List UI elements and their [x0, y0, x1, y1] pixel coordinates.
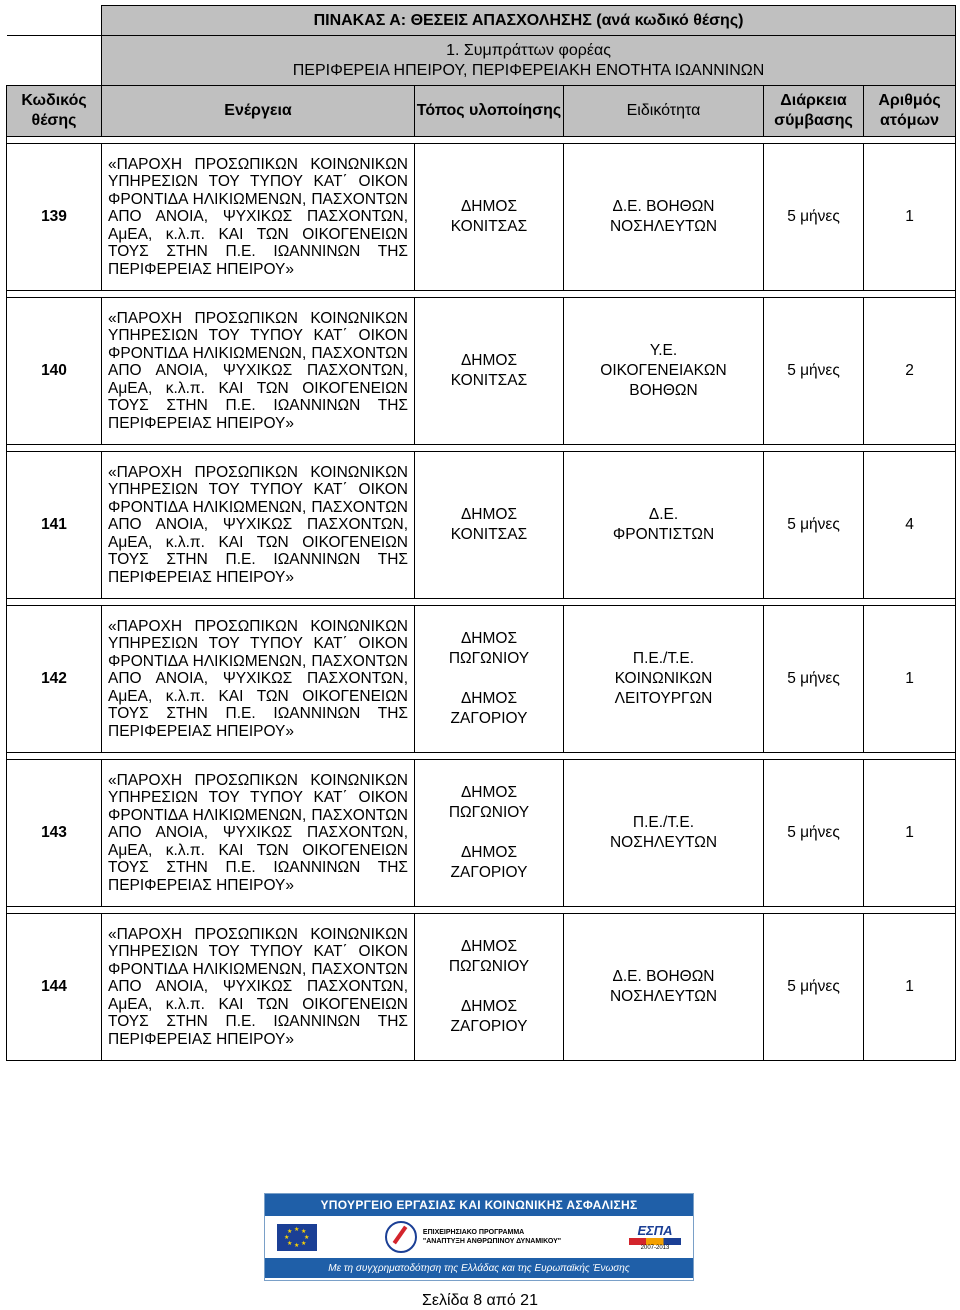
spacer-cell — [7, 137, 956, 144]
header-specialty: Ειδικότητα — [564, 86, 764, 137]
cofinance-banner — [264, 1193, 694, 1281]
header-persons: Αριθμός ατόμων — [864, 86, 956, 137]
subtitle-line-2: ΠΕΡΙΦΕΡΕΙΑ ΗΠΕΙΡΟΥ, ΠΕΡΙΦΕΡΕΙΑΚΗ ΕΝΟΤΗΤΑ ΙΩΑΝΝΙΝΩΝ — [292, 61, 765, 79]
positions-table — [6, 5, 956, 1061]
persons-cell: 1 — [864, 914, 956, 1061]
action-text: «ΠΑΡΟΧΗ ΠΡΟΣΩΠΙΚΩΝ ΚΟΙΝΩΝΙΚΩΝ ΥΠΗΡΕΣΙΩΝ ΤΟΥ ΤΥΠΟΥ ΚΑΤ΄ ΟΙΚΟΝ ΦΡΟΝΤΙΔΑ ΗΛΙΚΙΩΜΕΝΩΝ, ΠΑΣΧΟΝΤΩΝ ΑΠΟ ΑΝΟΙΑ, ΨΥΧΙΚΩΣ ΠΑΣΧΟΝΤΩΝ, ΑμΕΑ, κ.λ.π. ΚΑΙ ΤΩΝ ΟΙΚΟΓΕΝΕΙΩΝ ΤΟΥΣ ΣΤΗΝ Π.Ε. ΙΩΑΝΝΙΝΩΝ ΤΗΣ ΠΕΡΙΦΕΡΕΙΑΣ ΗΠΕΙΡΟΥ» — [102, 606, 415, 753]
specialty-text: Π.Ε./Τ.Ε. ΚΟΙΝΩΝΙΚΩΝ ΛΕΙΤΟΥΡΓΩΝ — [614, 650, 713, 707]
location-gap — [444, 669, 534, 689]
action-text: «ΠΑΡΟΧΗ ΠΡΟΣΩΠΙΚΩΝ ΚΟΙΝΩΝΙΚΩΝ ΥΠΗΡΕΣΙΩΝ ΤΟΥ ΤΥΠΟΥ ΚΑΤ΄ ΟΙΚΟΝ ΦΡΟΝΤΙΔΑ ΗΛΙΚΙΩΜΕΝΩΝ, ΠΑΣΧΟΝΤΩΝ ΑΠΟ ΑΝΟΙΑ, ΨΥΧΙΚΩΣ ΠΑΣΧΟΝΤΩΝ, ΑμΕΑ, κ.λ.π. ΚΑΙ ΤΩΝ ΟΙΚΟΓΕΝΕΙΩΝ ΤΟΥΣ ΣΤΗΝ Π.Ε. ΙΩΑΝΝΙΝΩΝ ΤΗΣ ΠΕΡΙΦΕΡΕΙΑΣ ΗΠΕΙΡΟΥ» — [102, 144, 415, 291]
row-spacer — [7, 753, 956, 760]
compass-logo-icon — [385, 1221, 417, 1253]
persons-cell: 4 — [864, 452, 956, 599]
program-logo — [385, 1221, 561, 1253]
persons-cell: 1 — [864, 606, 956, 753]
row-spacer — [7, 137, 956, 144]
location-item: ΔΗΜΟΣ ΖΑΓΟΡΙΟΥ — [450, 998, 528, 1035]
specialty-cell — [564, 606, 764, 753]
duration-cell: 5 μήνες — [764, 144, 864, 291]
action-text: «ΠΑΡΟΧΗ ΠΡΟΣΩΠΙΚΩΝ ΚΟΙΝΩΝΙΚΩΝ ΥΠΗΡΕΣΙΩΝ ΤΟΥ ΤΥΠΟΥ ΚΑΤ΄ ΟΙΚΟΝ ΦΡΟΝΤΙΔΑ ΗΛΙΚΙΩΜΕΝΩΝ, ΠΑΣΧΟΝΤΩΝ ΑΠΟ ΑΝΟΙΑ, ΨΥΧΙΚΩΣ ΠΑΣΧΟΝΤΩΝ, ΑμΕΑ, κ.λ.π. ΚΑΙ ΤΩΝ ΟΙΚΟΓΕΝΕΙΩΝ ΤΟΥΣ ΣΤΗΝ Π.Ε. ΙΩΑΝΝΙΝΩΝ ΤΗΣ ΠΕΡΙΦΕΡΕΙΑΣ ΗΠΕΙΡΟΥ» — [102, 914, 415, 1061]
spacer-cell — [7, 599, 956, 606]
location-item: ΔΗΜΟΣ ΖΑΓΟΡΙΟΥ — [450, 690, 528, 727]
location-item: ΔΗΜΟΣ ΠΩΓΩΝΙΟΥ — [448, 784, 530, 821]
specialty-text: Υ.Ε. ΟΙΚΟΓΕΝΕΙΑΚΩΝ ΒΟΗΘΩΝ — [600, 342, 727, 399]
position-code: 143 — [7, 760, 102, 907]
location-item: ΔΗΜΟΣ ΚΟΝΙΤΣΑΣ — [450, 506, 528, 543]
spacer-cell — [7, 445, 956, 452]
ministry-banner: ΥΠΟΥΡΓΕΙΟ ΕΡΓΑΣΙΑΣ ΚΑΙ ΚΟΙΝΩΝΙΚΗΣ ΑΣΦΑΛΙΣΗΣ — [265, 1194, 693, 1216]
table-row — [7, 144, 956, 291]
header-code: Κωδικός θέσης — [7, 86, 102, 137]
location-cell — [415, 760, 564, 907]
location-gap — [444, 823, 534, 843]
action-text: «ΠΑΡΟΧΗ ΠΡΟΣΩΠΙΚΩΝ ΚΟΙΝΩΝΙΚΩΝ ΥΠΗΡΕΣΙΩΝ ΤΟΥ ΤΥΠΟΥ ΚΑΤ΄ ΟΙΚΟΝ ΦΡΟΝΤΙΔΑ ΗΛΙΚΙΩΜΕΝΩΝ, ΠΑΣΧΟΝΤΩΝ ΑΠΟ ΑΝΟΙΑ, ΨΥΧΙΚΩΣ ΠΑΣΧΟΝΤΩΝ, ΑμΕΑ, κ.λ.π. ΚΑΙ ΤΩΝ ΟΙΚΟΓΕΝΕΙΩΝ ΤΟΥΣ ΣΤΗΝ Π.Ε. ΙΩΑΝΝΙΝΩΝ ΤΗΣ ΠΕΡΙΦΕΡΕΙΑΣ ΗΠΕΙΡΟΥ» — [102, 298, 415, 445]
program-line-1: ΕΠΙΧΕΙΡΗΣΙΑΚΟ ΠΡΟΓΡΑΜΜΑ — [422, 1229, 525, 1236]
specialty-text: Π.Ε./Τ.Ε. ΝΟΣΗΛΕΥΤΩΝ — [609, 814, 718, 851]
duration-cell: 5 μήνες — [764, 298, 864, 445]
table-title: ΠΙΝΑΚΑΣ Α: ΘΕΣΕΙΣ ΑΠΑΣΧΟΛΗΣΗΣ (ανά κωδικό θέσης) — [102, 6, 956, 36]
eu-flag-icon: ★ ★ ★ ★ ★ ★ ★ ★ — [277, 1224, 317, 1251]
position-code: 140 — [7, 298, 102, 445]
duration-cell: 5 μήνες — [764, 914, 864, 1061]
cofinance-text: Με τη συγχρηματοδότηση της Ελλάδας και της Ευρωπαϊκής Ένωσης — [265, 1258, 693, 1278]
persons-cell: 1 — [864, 760, 956, 907]
table-row — [7, 298, 956, 445]
page-number: Σελίδα 8 από 21 — [422, 1292, 538, 1309]
espa-years: 2007-2013 — [640, 1245, 670, 1251]
location-gap — [444, 977, 534, 997]
header-location: Τόπος υλοποίησης — [415, 86, 564, 137]
persons-cell: 2 — [864, 298, 956, 445]
row-spacer — [7, 907, 956, 914]
spacer-cell — [7, 753, 956, 760]
duration-cell: 5 μήνες — [764, 452, 864, 599]
specialty-text: Δ.Ε. ΒΟΗΘΩΝ ΝΟΣΗΛΕΥΤΩΝ — [609, 198, 718, 235]
row-spacer — [7, 445, 956, 452]
location-item: ΔΗΜΟΣ ΚΟΝΙΤΣΑΣ — [450, 352, 528, 389]
specialty-cell — [564, 760, 764, 907]
location-cell — [415, 452, 564, 599]
position-code: 141 — [7, 452, 102, 599]
header-action: Ενέργεια — [102, 86, 415, 137]
logos-strip — [265, 1216, 693, 1258]
location-cell — [415, 914, 564, 1061]
position-code: 144 — [7, 914, 102, 1061]
location-cell — [415, 144, 564, 291]
specialty-cell — [564, 914, 764, 1061]
blank-corner-2 — [7, 36, 102, 86]
location-cell — [415, 298, 564, 445]
spacer-cell — [7, 907, 956, 914]
position-code: 139 — [7, 144, 102, 291]
table-row — [7, 452, 956, 599]
specialty-text: Δ.Ε. ΦΡΟΝΤΙΣΤΩΝ — [612, 506, 715, 543]
persons-cell: 1 — [864, 144, 956, 291]
table-row — [7, 606, 956, 753]
espa-logo-icon — [629, 1223, 681, 1251]
table-row — [7, 760, 956, 907]
specialty-cell — [564, 144, 764, 291]
specialty-cell — [564, 298, 764, 445]
specialty-text: Δ.Ε. ΒΟΗΘΩΝ ΝΟΣΗΛΕΥΤΩΝ — [609, 968, 718, 1005]
row-spacer — [7, 291, 956, 298]
espa-wordmark: ΕΣΠΑ — [637, 1223, 673, 1238]
action-text: «ΠΑΡΟΧΗ ΠΡΟΣΩΠΙΚΩΝ ΚΟΙΝΩΝΙΚΩΝ ΥΠΗΡΕΣΙΩΝ ΤΟΥ ΤΥΠΟΥ ΚΑΤ΄ ΟΙΚΟΝ ΦΡΟΝΤΙΔΑ ΗΛΙΚΙΩΜΕΝΩΝ, ΠΑΣΧΟΝΤΩΝ ΑΠΟ ΑΝΟΙΑ, ΨΥΧΙΚΩΣ ΠΑΣΧΟΝΤΩΝ, ΑμΕΑ, κ.λ.π. ΚΑΙ ΤΩΝ ΟΙΚΟΓΕΝΕΙΩΝ ΤΟΥΣ ΣΤΗΝ Π.Ε. ΙΩΑΝΝΙΝΩΝ ΤΗΣ ΠΕΡΙΦΕΡΕΙΑΣ ΗΠΕΙΡΟΥ» — [102, 452, 415, 599]
location-cell — [415, 606, 564, 753]
location-item: ΔΗΜΟΣ ΚΟΝΙΤΣΑΣ — [450, 198, 528, 235]
subtitle-line-1: 1. Συμπράττων φορέας — [446, 41, 611, 59]
program-line-2: "ΑΝΑΠΤΥΞΗ ΑΝΘΡΩΠΙΝΟΥ ΔΥΝΑΜΙΚΟΥ" — [422, 1238, 562, 1245]
blank-corner — [7, 6, 102, 36]
position-code: 142 — [7, 606, 102, 753]
specialty-cell — [564, 452, 764, 599]
location-item: ΔΗΜΟΣ ΠΩΓΩΝΙΟΥ — [448, 938, 530, 975]
location-item: ΔΗΜΟΣ ΖΑΓΟΡΙΟΥ — [450, 844, 528, 881]
table-row — [7, 914, 956, 1061]
duration-cell: 5 μήνες — [764, 760, 864, 907]
spacer-cell — [7, 291, 956, 298]
program-name — [423, 1228, 561, 1246]
table-subtitle — [102, 36, 956, 86]
location-item: ΔΗΜΟΣ ΠΩΓΩΝΙΟΥ — [448, 630, 530, 667]
duration-cell: 5 μήνες — [764, 606, 864, 753]
header-duration: Διάρκεια σύμβασης — [764, 86, 864, 137]
action-text: «ΠΑΡΟΧΗ ΠΡΟΣΩΠΙΚΩΝ ΚΟΙΝΩΝΙΚΩΝ ΥΠΗΡΕΣΙΩΝ ΤΟΥ ΤΥΠΟΥ ΚΑΤ΄ ΟΙΚΟΝ ΦΡΟΝΤΙΔΑ ΗΛΙΚΙΩΜΕΝΩΝ, ΠΑΣΧΟΝΤΩΝ ΑΠΟ ΑΝΟΙΑ, ΨΥΧΙΚΩΣ ΠΑΣΧΟΝΤΩΝ, ΑμΕΑ, κ.λ.π. ΚΑΙ ΤΩΝ ΟΙΚΟΓΕΝΕΙΩΝ ΤΟΥΣ ΣΤΗΝ Π.Ε. ΙΩΑΝΝΙΝΩΝ ΤΗΣ ΠΕΡΙΦΕΡΕΙΑΣ ΗΠΕΙΡΟΥ» — [102, 760, 415, 907]
row-spacer — [7, 599, 956, 606]
espa-color-bar — [629, 1238, 681, 1245]
